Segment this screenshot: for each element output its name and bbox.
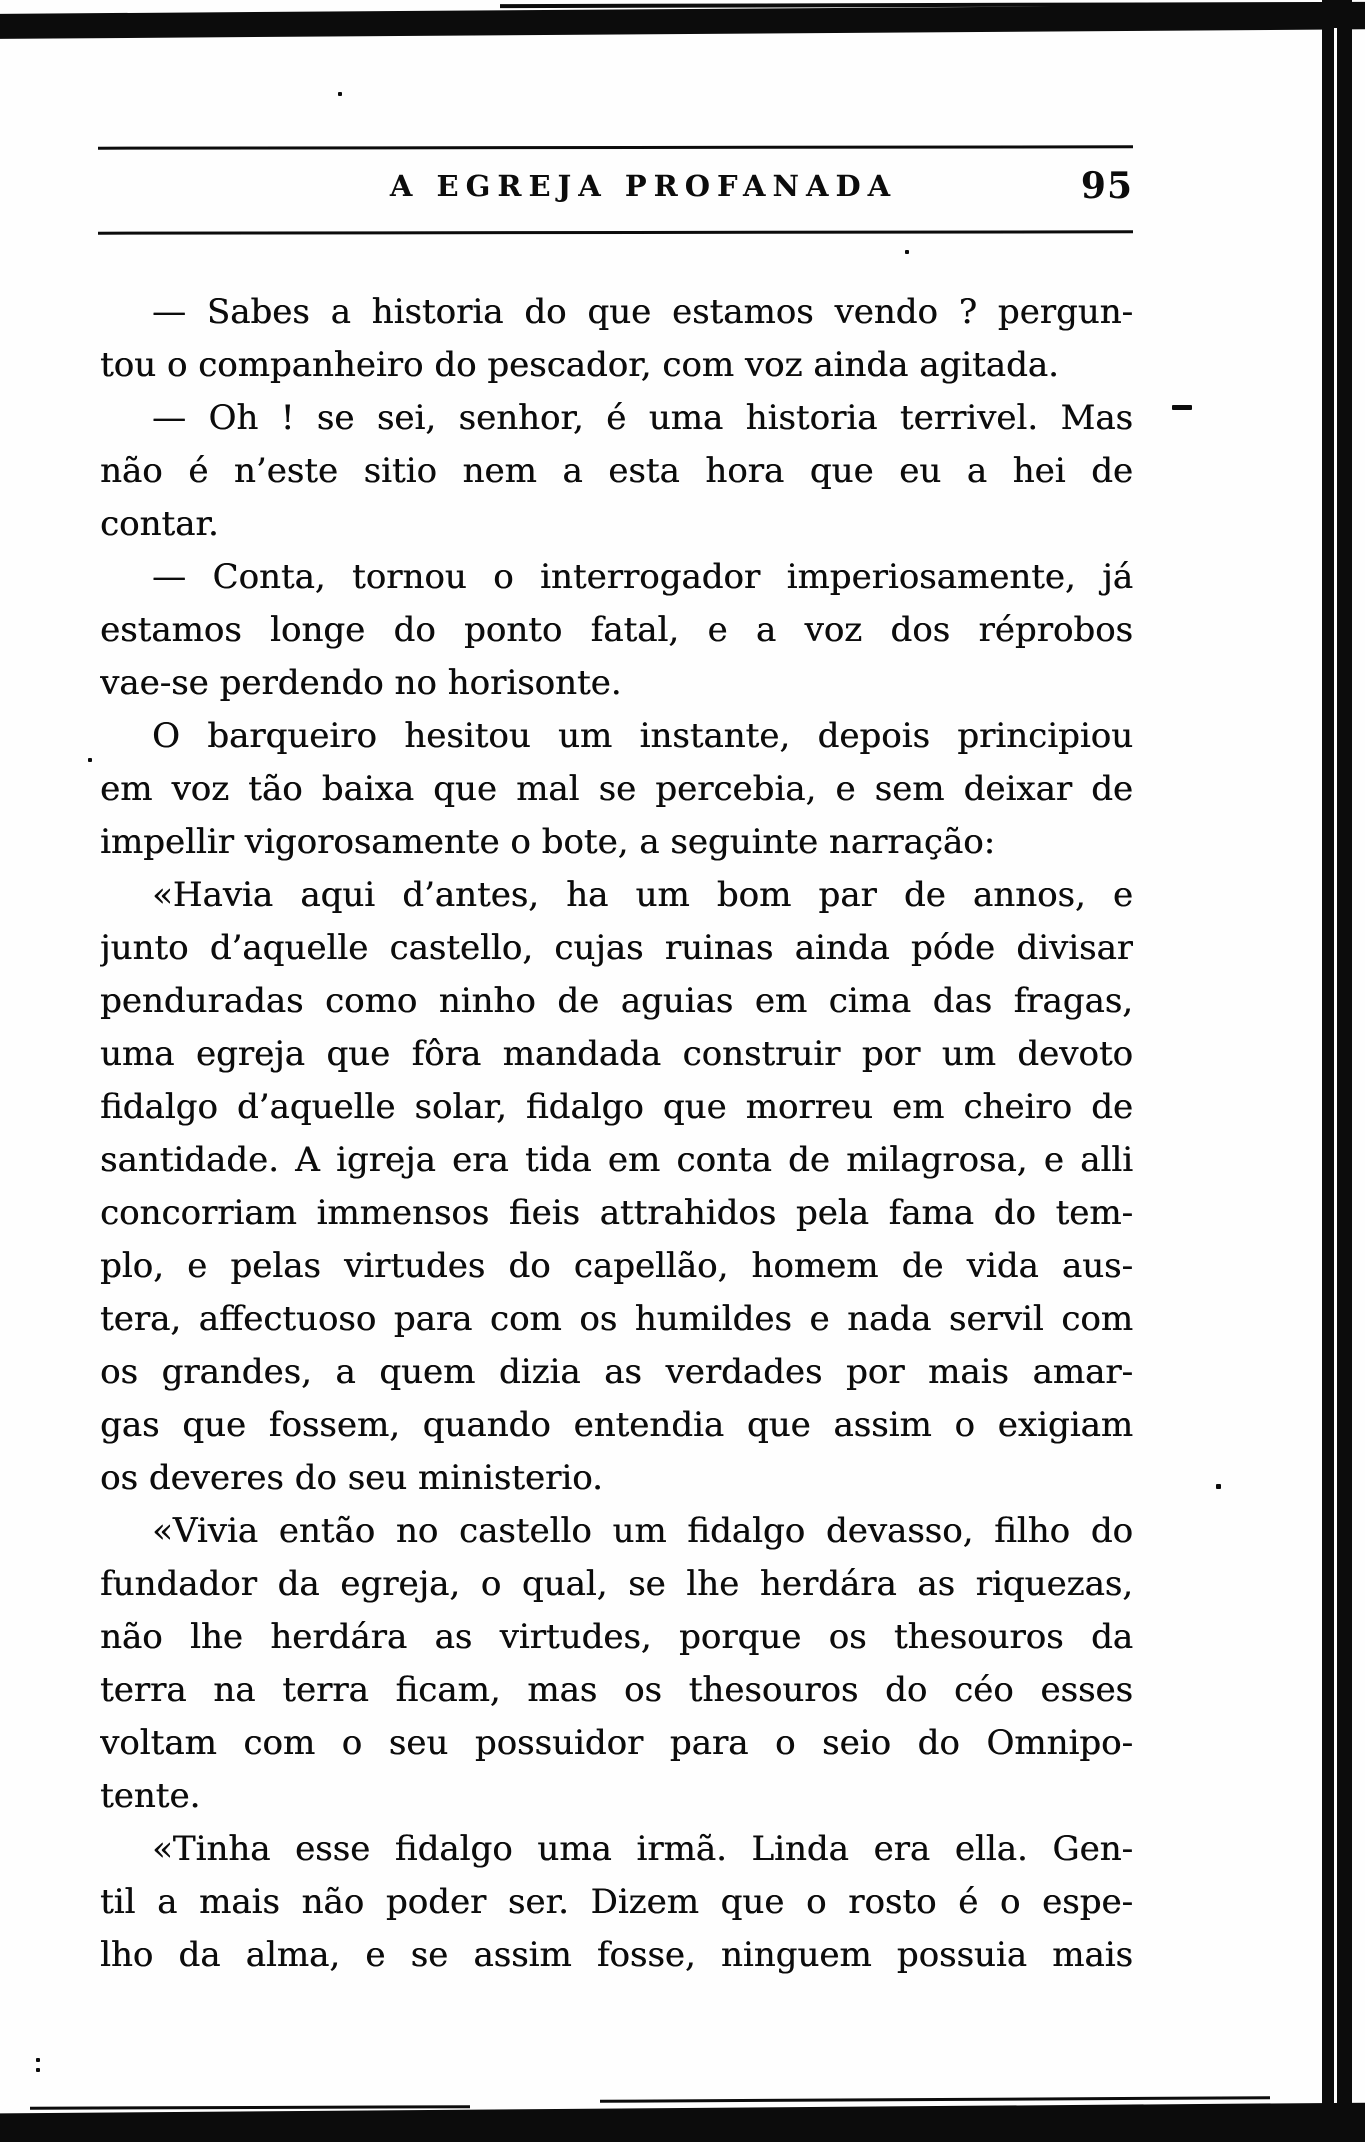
- page-body-text: [100, 286, 1133, 1982]
- page-number: 95: [1080, 165, 1133, 207]
- scan-artifact-bottom-line: [30, 2105, 470, 2110]
- text-line: «Vivia então no castello um fidalgo devasso, filho do: [152, 1511, 1133, 1551]
- text-line: plo, e pelas virtudes do capellão, homem de vida aus-: [100, 1246, 1133, 1286]
- text-line: «Tinha esse fidalgo uma irmã. Linda era ella. Gen-: [152, 1829, 1133, 1869]
- ink-speckle: [36, 2068, 40, 2072]
- paragraph: [100, 392, 1133, 551]
- paragraph: [100, 869, 1133, 1505]
- running-header-title: A EGREJA PROFANADA: [389, 169, 898, 203]
- text-line: gas que fossem, quando entendia que assim o exigiam: [100, 1405, 1133, 1445]
- text-line: os grandes, a quem dizia as verdades por mais amar-: [100, 1352, 1133, 1392]
- text-line: voltam com o seu possuidor para o seio do Omnipo-: [100, 1723, 1133, 1763]
- text-line: em voz tão baixa que mal se percebia, e sem deixar de: [100, 769, 1133, 809]
- scan-artifact-right-border-gap: [1334, 28, 1337, 2114]
- text-line: — Conta, tornou o interrogador imperiosamente, já: [152, 557, 1133, 597]
- scan-artifact-top-bar: [0, 4, 1365, 39]
- text-line: penduradas como ninho de aguias em cima das fragas,: [100, 981, 1133, 1021]
- text-line: santidade. A igreja era tida em conta de milagrosa, e alli: [100, 1140, 1133, 1180]
- text-line: junto d’aquelle castello, cujas ruinas ainda póde divisar: [100, 928, 1133, 968]
- paragraph: [100, 710, 1133, 869]
- text-line: estamos longe do ponto fatal, e a voz dos réprobos: [100, 610, 1133, 650]
- text-line: os deveres do seu ministerio.: [100, 1458, 603, 1498]
- text-line: tente.: [100, 1776, 201, 1816]
- text-line: O barqueiro hesitou um instante, depois principiou: [152, 716, 1133, 756]
- text-line: fundador da egreja, o qual, se lhe herdára as riquezas,: [100, 1564, 1133, 1604]
- text-line: til a mais não poder ser. Dizem que o rosto é o espe-: [100, 1882, 1133, 1922]
- text-line: «Havia aqui d’antes, ha um bom par de annos, e: [152, 875, 1133, 915]
- text-line: vae-se perdendo no horisonte.: [100, 663, 622, 703]
- ink-speckle: [338, 92, 342, 96]
- ink-speckle: [1172, 405, 1192, 410]
- ink-speckle: [36, 2058, 40, 2062]
- text-line: lho da alma, e se assim fosse, ninguem possuia mais: [100, 1935, 1133, 1975]
- scan-artifact-bottom-line: [600, 2096, 1270, 2103]
- ink-speckle: [88, 758, 92, 762]
- ink-speckle: [1216, 1484, 1221, 1489]
- text-line: fidalgo d’aquelle solar, fidalgo que morreu em cheiro de: [100, 1087, 1133, 1127]
- text-line: não lhe herdára as virtudes, porque os thesouros da: [100, 1617, 1133, 1657]
- text-line: impellir vigorosamente o bote, a seguinte narração:: [100, 822, 996, 862]
- ink-speckle: [905, 250, 909, 254]
- paragraph: [100, 1823, 1133, 1982]
- header-rule-bottom: [98, 230, 1133, 234]
- text-line: — Oh ! se sei, senhor, é uma historia terrivel. Mas: [152, 398, 1133, 438]
- paragraph: [100, 1505, 1133, 1823]
- text-line: concorriam immensos fieis attrahidos pela fama do tem-: [100, 1193, 1133, 1233]
- text-line: tou o companheiro do pescador, com voz ainda agitada.: [100, 345, 1059, 385]
- text-line: terra na terra ficam, mas os thesouros do céo esses: [100, 1670, 1133, 1710]
- paragraph: [100, 286, 1133, 392]
- paragraph: [100, 551, 1133, 710]
- running-header: [98, 150, 1133, 222]
- scan-artifact-right-border: [1322, 0, 1352, 2142]
- text-line: tera, affectuoso para com os humildes e nada servil com: [100, 1299, 1133, 1339]
- text-line: contar.: [100, 504, 219, 544]
- text-line: — Sabes a historia do que estamos vendo ? pergun-: [152, 292, 1133, 332]
- text-line: uma egreja que fôra mandada construir por um devoto: [100, 1034, 1133, 1074]
- text-line: não é n’este sitio nem a esta hora que eu a hei de: [100, 451, 1133, 491]
